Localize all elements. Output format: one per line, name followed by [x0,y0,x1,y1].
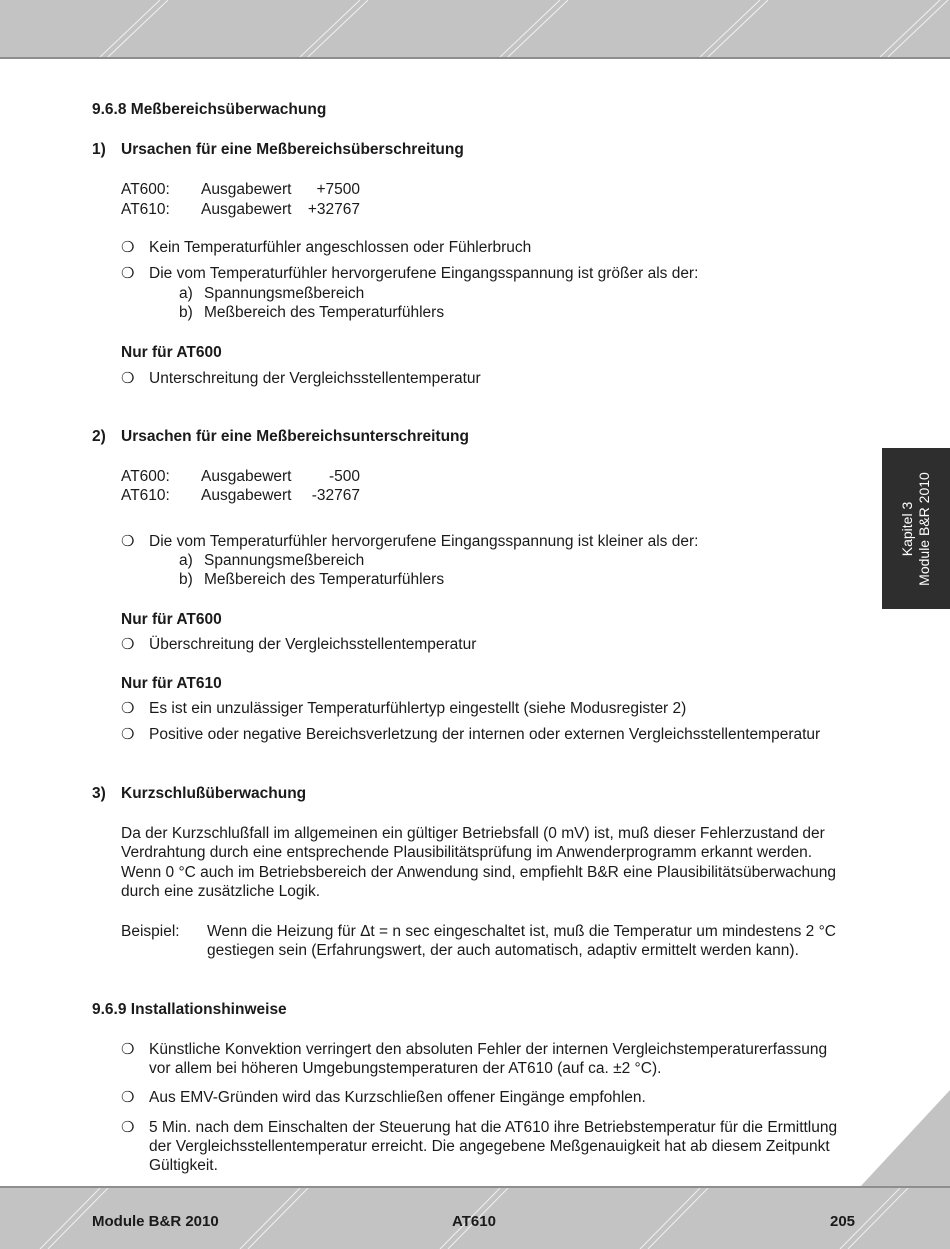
example-line1: Wenn die Heizung für Δt = n sec eingeschaltet ist, muß die Temperatur um mindestens 2 °C [207,923,836,940]
install-bullet-3-line3: Gültigkeit. [149,1157,218,1174]
part2-only600-heading: Nur für AT600 [121,611,222,628]
footer-module-name: AT610 [452,1213,496,1230]
part3-heading: Kurzschlußüberwachung [121,785,307,802]
bullet-icon: ❍ [121,726,135,743]
part1-only600-bullet: Unterschreitung der Vergleichsstellentemperatur [149,370,481,387]
part1-only600-heading: Nur für AT600 [121,344,222,361]
part2-sub-b: Meßbereich des Temperaturfühlers [204,571,445,588]
part1-sub-a: Spannungsmeßbereich [204,285,365,302]
chapter-tab-line2: Module B&R 2010 [916,471,932,586]
part1-bullet-2: Die vom Temperaturfühler hervorgerufene Eingangsspannung ist größer als der: [149,265,699,282]
bullet-icon: ❍ [121,533,135,550]
corner-triangle [860,1090,950,1187]
part2-row2-label: Ausgabewert [201,487,292,504]
part3-number: 3) [92,785,106,802]
section-title-968: 9.6.8 Meßbereichsüberwachung [92,101,327,118]
part1-bullet-1: Kein Temperaturfühler angeschlossen oder Fühlerbruch [149,239,532,256]
part3-para-line2: Verdrahtung durch eine entsprechende Plausibilitätsprüfung im Anwenderprogramm erkannt werden. [121,844,813,861]
bullet-icon: ❍ [121,1041,135,1058]
part1-heading: Ursachen für eine Meßbereichsüberschreitung [121,141,464,158]
part1-sub-b: Meßbereich des Temperaturfühlers [204,304,445,321]
header-stripes [0,0,950,57]
install-bullet-1-line2: vor allem bei höheren Umgebungstemperaturen der AT610 (auf ca. ±2 °C). [149,1060,662,1077]
part2-row1-model: AT600: [121,468,170,485]
header-band [0,0,950,59]
part1-row2-label: Ausgabewert [201,201,292,218]
install-bullet-1-line1: Künstliche Konvektion verringert den absoluten Fehler der internen Vergleichstemperaturerfassung [149,1041,828,1058]
part2-only610-bullet-2: Positive oder negative Bereichsverletzung der internen oder externen Vergleichsstellentemperatur [149,726,821,743]
install-bullet-3-line2: der Vergleichsstellentemperatur erreicht. Die angegebene Meßgenauigkeit hat ab diesem Zeitpunkt [149,1138,830,1155]
part1-sub-a-label: a) [179,285,193,302]
part2-number: 2) [92,428,106,445]
part1-row1-model: AT600: [121,181,170,198]
footer-manual-title: Module B&R 2010 [92,1213,219,1230]
part1-row2-model: AT610: [121,201,170,218]
part1-number: 1) [92,141,106,158]
install-bullet-2: Aus EMV-Gründen wird das Kurzschließen offener Eingänge empfohlen. [149,1089,646,1106]
part2-only610-heading: Nur für AT610 [121,675,222,692]
part2-row1-label: Ausgabewert [201,468,292,485]
part1-row1-value: +7500 [316,181,360,198]
part2-row2-value: -32767 [311,487,360,504]
part1-sub-b-label: b) [179,304,193,321]
bullet-icon: ❍ [121,239,135,256]
part2-heading: Ursachen für eine Meßbereichsunterschreitung [121,428,469,445]
bullet-icon: ❍ [121,1089,135,1106]
bullet-icon: ❍ [121,1119,135,1136]
part2-row2-model: AT610: [121,487,170,504]
example-label: Beispiel: [121,923,180,940]
part2-only610-bullet-1: Es ist ein unzulässiger Temperaturfühlertyp eingestellt (siehe Modusregister 2) [149,700,687,717]
part3-para-line1: Da der Kurzschlußfall im allgemeinen ein gültiger Betriebsfall (0 mV) ist, muß dieser Fehlerzustand der [121,825,825,842]
part3-para-line3: Wenn 0 °C auch im Betriebsbereich der Anwendung sind, empfiehlt B&R eine Plausibilitätsüberwachung [121,864,837,881]
bullet-icon: ❍ [121,700,135,717]
part2-sub-a: Spannungsmeßbereich [204,552,365,569]
part2-row1-value: -500 [328,468,360,485]
chapter-tab-line1: Kapitel 3 [899,501,915,556]
page-number: 205 [830,1213,856,1230]
bullet-icon: ❍ [121,636,135,653]
part3-para-line4: durch eine zusätzliche Logik. [121,883,321,900]
chapter-tab-text [899,472,933,586]
bullet-icon: ❍ [121,370,135,387]
install-bullet-3-line1: 5 Min. nach dem Einschalten der Steuerung hat die AT610 ihre Betriebstemperatur für die Ermittlung [149,1119,838,1136]
example-line2: gestiegen sein (Erfahrungswert, der auch automatisch, adaptiv ermittelt werden kann). [207,942,799,959]
part2-only600-bullet: Überschreitung der Vergleichsstellentemperatur [149,636,477,653]
part1-row2-value: +32767 [307,201,360,218]
part2-sub-a-label: a) [179,552,193,569]
section-title-969: 9.6.9 Installationshinweise [92,1001,287,1018]
bullet-icon: ❍ [121,265,135,282]
part2-bullet: Die vom Temperaturfühler hervorgerufene Eingangsspannung ist kleiner als der: [149,533,699,550]
chapter-tab [882,448,950,609]
footer-band [0,1186,950,1249]
part2-sub-b-label: b) [179,571,193,588]
part1-row1-label: Ausgabewert [201,181,292,198]
